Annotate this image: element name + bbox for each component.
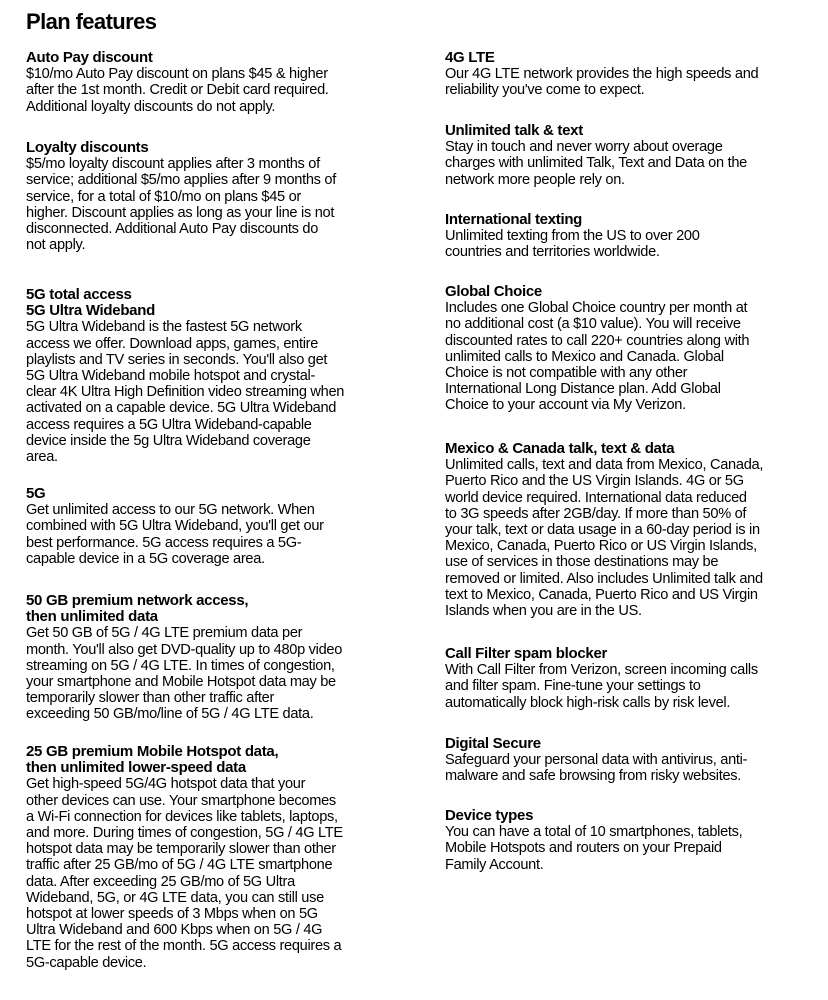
feature-digital-secure <box>445 736 825 785</box>
feature-description-line: your talk, text or data usage in a 60-day period is in <box>445 522 760 539</box>
feature-description-line: service, for a total of $10/mo on plans $45 or <box>26 188 301 205</box>
feature-description-line: $10/mo Auto Pay discount on plans $45 & higher <box>26 66 328 83</box>
feature-description-line: disconnected. Additional Auto Pay discounts do <box>26 221 319 238</box>
feature-title: 50 GB premium network access, <box>26 592 249 609</box>
feature-description-line: Additional loyalty discounts do not apply. <box>26 98 276 115</box>
feature-device-types <box>445 808 825 873</box>
feature-description-line: capable device in a 5G coverage area. <box>26 550 265 567</box>
feature-description-line: device inside the 5g Ultra Wideband coverage <box>26 432 311 449</box>
feature-description-line: after the 1st month. Credit or Debit card required. <box>26 82 329 99</box>
feature-description-line: hotspot data may be temporarily slower than other <box>26 841 336 858</box>
feature-description-line: activated on a capable device. 5G Ultra Wideband <box>26 400 337 417</box>
feature-title: Loyalty discounts <box>26 139 149 156</box>
feature-description-line: unlimited calls to Mexico and Canada. Global <box>445 348 724 365</box>
feature-description-line: charges with unlimited Talk, Text and Data on the <box>445 155 747 172</box>
feature-title: 5G total access <box>26 286 132 303</box>
feature-title: Device types <box>445 807 534 824</box>
feature-unlimited-talk-and-text <box>445 123 825 188</box>
feature-description-line: access we offer. Download apps, games, entire <box>26 335 319 352</box>
feature-description-line: Unlimited texting from the US to over 200 <box>445 228 700 245</box>
feature-description-line: discounted rates to call 220+ countries along with <box>445 332 750 349</box>
feature-description-line: text to Mexico, Canada, Puerto Rico and US Virgin <box>445 586 758 603</box>
feature-description-line: LTE for the rest of the month. 5G access requires a <box>26 938 342 955</box>
feature-description-line: and filter spam. Fine-tune your settings to <box>445 678 701 695</box>
feature-description-line: Mexico, Canada, Puerto Rico or US Virgin Islands, <box>445 538 757 555</box>
feature-description-line: a Wi-Fi connection for devices like tablets, laptops, <box>26 808 338 825</box>
feature-description-line: network more people rely on. <box>445 171 625 188</box>
feature-description-line: International Long Distance plan. Add Global <box>445 381 721 398</box>
feature-description-line: Safeguard your personal data with antivirus, anti- <box>445 752 748 769</box>
feature-5g <box>26 486 406 567</box>
feature-title: Call Filter spam blocker <box>445 645 608 662</box>
feature-auto-pay-discount <box>26 50 406 115</box>
feature-international-texting <box>445 212 825 261</box>
feature-call-filter-spam-blocker <box>445 646 825 711</box>
feature-description-line: higher. Discount applies as long as your line is not <box>26 204 335 221</box>
feature-description-line: your smartphone and Mobile Hotspot data may be <box>26 674 336 691</box>
feature-title: Digital Secure <box>445 735 541 752</box>
feature-description-line: Islands when you are in the US. <box>445 603 642 620</box>
feature-description-line: world device required. International data reduced <box>445 489 747 506</box>
feature-description-line: With Call Filter from Verizon, screen incoming calls <box>445 662 758 679</box>
feature-title: Global Choice <box>445 283 542 300</box>
feature-description-line: and more. During times of congestion, 5G / 4G LTE <box>26 825 343 842</box>
feature-4g-lte <box>445 50 825 99</box>
feature-description-line: no additional cost (a $10 value). You will receive <box>445 316 741 333</box>
feature-description-line: removed or limited. Also includes Unlimited talk and <box>445 570 763 587</box>
feature-description-line: other devices can use. Your smartphone becomes <box>26 792 336 809</box>
feature-description-line: combined with 5G Ultra Wideband, you'll get our <box>26 518 324 535</box>
feature-description-line: Wideband, 5G, or 4G LTE data, you can still use <box>26 889 324 906</box>
feature-description-line: clear 4K Ultra High Definition video streaming when <box>26 384 345 401</box>
feature-description-line: Get unlimited access to our 5G network. When <box>26 502 315 519</box>
feature-description-line: not apply. <box>26 237 86 254</box>
feature-50-gb-premium-network-access <box>26 593 406 723</box>
feature-title: 4G LTE <box>445 49 495 66</box>
feature-title: 25 GB premium Mobile Hotspot data, <box>26 743 279 760</box>
feature-description-line: $5/mo loyalty discount applies after 3 months of <box>26 156 320 173</box>
feature-5g-total-access <box>26 287 406 465</box>
feature-description-line: malware and safe browsing from risky websites. <box>445 768 742 785</box>
feature-description-line: 5G Ultra Wideband mobile hotspot and crystal- <box>26 368 316 385</box>
feature-title: Mexico & Canada talk, text & data <box>445 440 675 457</box>
feature-description-line: Our 4G LTE network provides the high speeds and <box>445 66 759 83</box>
feature-title: 5G Ultra Wideband <box>26 302 155 320</box>
feature-description-line: traffic after 25 GB/mo of 5G / 4G LTE smartphone <box>26 857 333 874</box>
feature-title: International texting <box>445 211 583 228</box>
page-title: Plan features <box>26 9 157 34</box>
feature-description-line: month. You'll also get DVD-quality up to 480p video <box>26 641 343 658</box>
feature-description-line: reliability you've come to expect. <box>445 82 645 99</box>
feature-description-line: Unlimited calls, text and data from Mexico, Canada, <box>445 457 764 474</box>
feature-description-line: playlists and TV series in seconds. You'll also get <box>26 351 328 368</box>
feature-description-line: countries and territories worldwide. <box>445 244 660 261</box>
feature-description-line: to 3G speeds after 2GB/day. If more than 50% of <box>445 505 747 522</box>
feature-title: Auto Pay discount <box>26 49 153 66</box>
feature-global-choice <box>445 284 825 414</box>
feature-title: then unlimited lower-speed data <box>26 759 246 777</box>
feature-mexico-and-canada-talk-text-and-data <box>445 441 825 619</box>
feature-description-line: use of services in those destinations may be <box>445 554 719 571</box>
feature-description-line: Puerto Rico and the US Virgin Islands. 4G or 5G <box>445 473 744 490</box>
feature-description-line: Choice to your account via My Verizon. <box>445 397 686 414</box>
feature-title: Unlimited talk & text <box>445 122 583 139</box>
feature-description-line: best performance. 5G access requires a 5G- <box>26 534 302 551</box>
feature-description-line: 5G-capable device. <box>26 954 147 971</box>
feature-description-line: 5G Ultra Wideband is the fastest 5G network <box>26 319 302 336</box>
feature-description-line: service; additional $5/mo applies after 9 months of <box>26 172 336 189</box>
feature-description-line: access requires a 5G Ultra Wideband-capable <box>26 416 312 433</box>
feature-description-line: area. <box>26 449 58 466</box>
feature-description-line: Stay in touch and never worry about overage <box>445 139 723 156</box>
feature-title: 5G <box>26 485 46 502</box>
feature-description-line: Ultra Wideband and 600 Kbps when on 5G / 4G <box>26 922 323 939</box>
feature-description-line: streaming on 5G / 4G LTE. In times of congestion, <box>26 657 335 674</box>
feature-description-line: Family Account. <box>445 856 544 873</box>
feature-description-line: exceeding 50 GB/mo/line of 5G / 4G LTE data. <box>26 706 314 723</box>
feature-description-line: Mobile Hotspots and routers on your Prepaid <box>445 840 722 857</box>
feature-description-line: temporarily slower than other traffic after <box>26 690 275 707</box>
feature-title: then unlimited data <box>26 608 158 626</box>
feature-description-line: Choice is not compatible with any other <box>445 365 688 382</box>
feature-description-line: Includes one Global Choice country per month at <box>445 300 748 317</box>
feature-25-gb-premium-mobile-hotspot-data <box>26 744 406 971</box>
feature-description-line: Get high-speed 5G/4G hotspot data that your <box>26 776 306 793</box>
feature-description-line: data. After exceeding 25 GB/mo of 5G Ultra <box>26 873 295 890</box>
feature-loyalty-discounts <box>26 140 406 253</box>
feature-description-line: automatically block high-risk calls by risk level. <box>445 694 731 711</box>
feature-description-line: Get 50 GB of 5G / 4G LTE premium data per <box>26 625 303 642</box>
feature-description-line: You can have a total of 10 smartphones, tablets, <box>445 824 743 841</box>
feature-description-line: hotspot at lower speeds of 3 Mbps when on 5G <box>26 906 318 923</box>
